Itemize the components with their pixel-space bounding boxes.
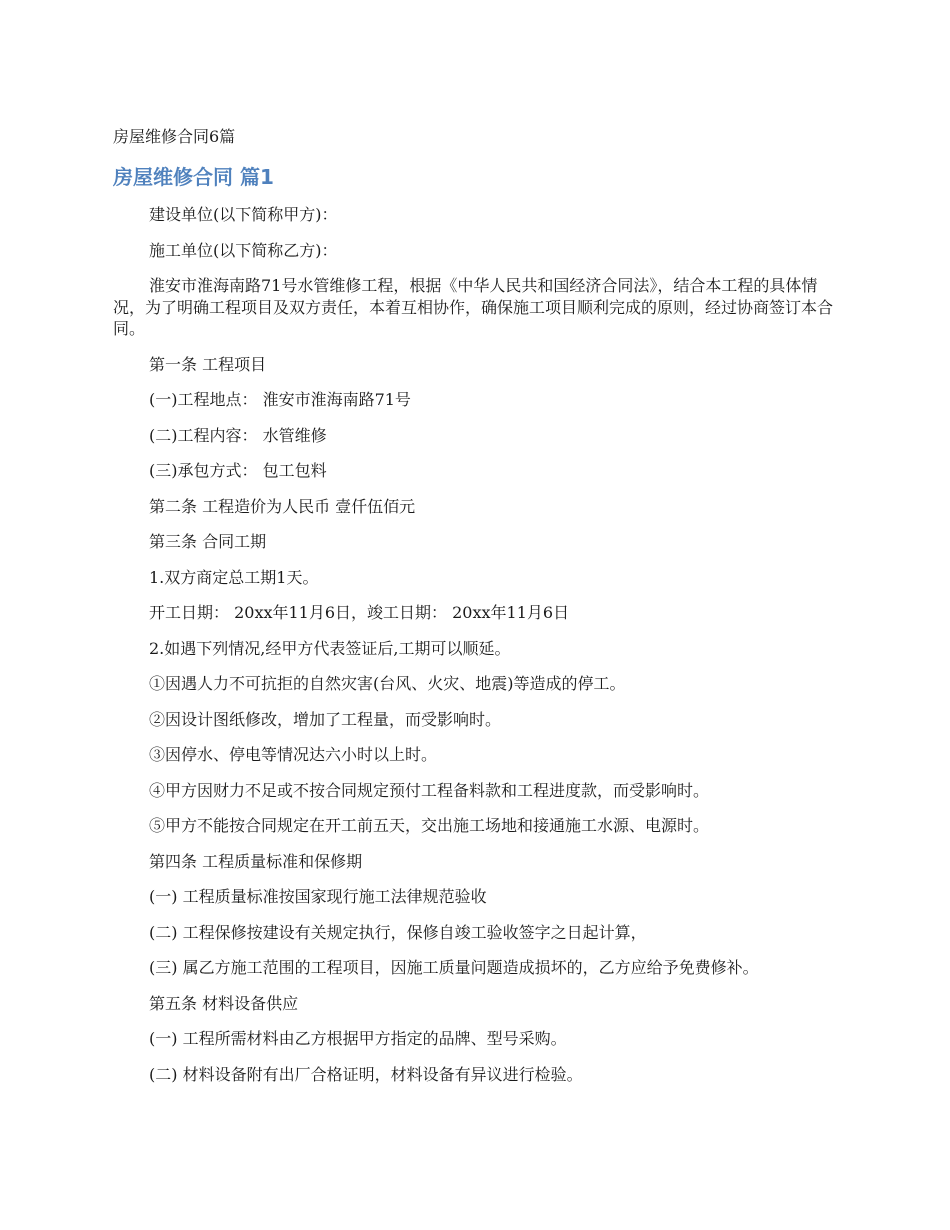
paragraph: 2.如遇下列情况,经甲方代表签证后,工期可以顺延。 (149, 638, 511, 658)
paragraph: (一) 工程质量标准按国家现行施工法律规范验收 (149, 887, 487, 906)
paragraph: 第四条 工程质量标准和保修期 (149, 851, 363, 871)
paragraph: 第二条 工程造价为人民币 壹仟伍佰元 (149, 496, 416, 516)
paragraph: 第五条 材料设备供应 (149, 993, 299, 1013)
paragraph: 第三条 合同工期 (149, 532, 267, 551)
paragraph: ⑤甲方不能按合同规定在开工前五天，交出施工场地和接通施工水源、电源时。 (149, 816, 710, 835)
paragraph: ①因遇人力不可抗拒的自然灾害(台风、火灾、地震)等造成的停工。 (149, 674, 626, 693)
paragraph: 建设单位(以下简称甲方)： (149, 205, 338, 224)
paragraph: (二) 工程保修按建设有关规定执行，保修自竣工验收签字之日起计算， (149, 922, 647, 942)
paragraph: (一)工程地点： 淮安市淮海南路71号 (149, 390, 411, 409)
document-title: 房屋维修合同6篇 (113, 127, 236, 146)
paragraph: (三) 属乙方施工范围的工程项目，因施工质量问题造成损坏的，乙方应给予免费修补。 (149, 958, 759, 977)
document-body (113, 204, 841, 1099)
paragraph: ③因停水、停电等情况达六小时以上时。 (149, 745, 438, 764)
section-heading: 房屋维修合同 篇1 (113, 165, 274, 189)
paragraph: 淮安市淮海南路71号水管维修工程，根据《中华人民共和国经济合同法》，结合本工程的具体情况，为了明确工程项目及双方责任，本着互相协作，确保施工项目顺利完成的原则，经过协商签订本合同。 (113, 276, 834, 338)
paragraph: 开工日期： 20xx年11月6日，竣工日期： 20xx年11月6日 (149, 603, 570, 622)
paragraph: (三)承包方式： 包工包料 (149, 461, 327, 480)
paragraph: ④甲方因财力不足或不按合同规定预付工程备料款和工程进度款，而受影响时。 (149, 780, 710, 800)
paragraph: (二) 材料设备附有出厂合格证明，材料设备有异议进行检验。 (149, 1064, 583, 1084)
paragraph: 1.双方商定总工期1天。 (149, 567, 319, 587)
paragraph: (一) 工程所需材料由乙方根据甲方指定的品牌、型号采购。 (149, 1029, 567, 1048)
paragraph: ②因设计图纸修改，增加了工程量，而受影响时。 (149, 709, 502, 729)
paragraph: 第一条 工程项目 (149, 354, 267, 374)
paragraph: 施工单位(以下简称乙方)： (149, 240, 338, 260)
paragraph: (二)工程内容： 水管维修 (149, 425, 327, 445)
